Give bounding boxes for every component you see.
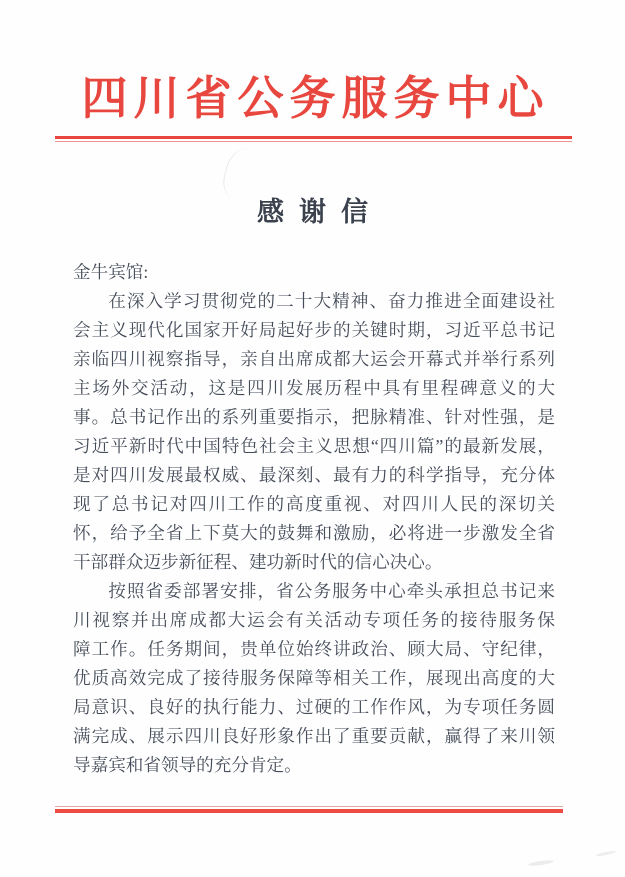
paragraph-1 <box>73 287 555 577</box>
body-line: 导嘉宾和省领导的充分肯定。 <box>73 755 302 775</box>
letterhead-rule-thin <box>55 141 572 142</box>
body-line: 在深入学习贯彻党的二十大精神、奋力推进全面建设社 <box>108 291 555 311</box>
scan-smudge-artifact <box>596 850 616 857</box>
body-line: 优质高效完成了接待服务保障等相关工作，展现出高度的大 <box>73 668 555 688</box>
body-line: 川视察并出席成都大运会有关活动专项任务的接待服务保 <box>73 610 555 630</box>
scan-smudge-artifact <box>528 859 554 867</box>
body-line: 怀，给予全省上下莫大的鼓舞和激励，必将进一步激发全省 <box>73 523 555 543</box>
body-line: 事。总书记作出的系列重要指示，把脉精准、针对性强，是 <box>73 407 555 427</box>
body-line: 会主义现代化国家开好局起好步的关键时期，习近平总书记 <box>73 320 555 340</box>
body-line: 障工作。任务期间，贵单位始终讲政治、顾大局、守纪律， <box>73 639 555 659</box>
paragraph-2 <box>73 577 555 780</box>
footer-rule <box>55 806 563 813</box>
body-line: 主场外交活动，这是四川发展历程中具有里程碑意义的大 <box>73 378 555 398</box>
letterhead-title: 四川省公务服务中心 <box>81 73 550 124</box>
body-line: 局意识、良好的执行能力、过硬的工作作风，为专项任务圆 <box>73 697 555 717</box>
letter-body <box>73 258 555 780</box>
body-line: 习近平新时代中国特色社会主义思想“四川篇”的最新发展， <box>73 436 555 456</box>
letterhead-rule-thick <box>55 136 572 139</box>
body-line: 满完成、展示四川良好形象作出了重要贡献，赢得了来川领 <box>73 726 555 746</box>
body-line: 现了总书记对四川工作的高度重视、对四川人民的深切关 <box>73 494 555 514</box>
body-line: 按照省委部署安排，省公务服务中心牵头承担总书记来 <box>108 581 555 601</box>
salutation: 金牛宾馆: <box>73 262 149 282</box>
scan-crease-artifact <box>219 145 266 204</box>
footer-rule-thin <box>55 806 563 807</box>
letterhead-rule <box>55 136 572 142</box>
body-line: 干部群众迈步新征程、建功新时代的信心决心。 <box>73 552 443 572</box>
footer-rule-thick <box>55 809 563 813</box>
body-line: 亲临四川视察指导，亲自出席成都大运会开幕式并举行系列 <box>73 349 555 369</box>
body-line: 是对四川发展最权威、最深刻、最有力的科学指导，充分体 <box>73 465 555 485</box>
document-title: 感谢信 <box>257 197 383 227</box>
